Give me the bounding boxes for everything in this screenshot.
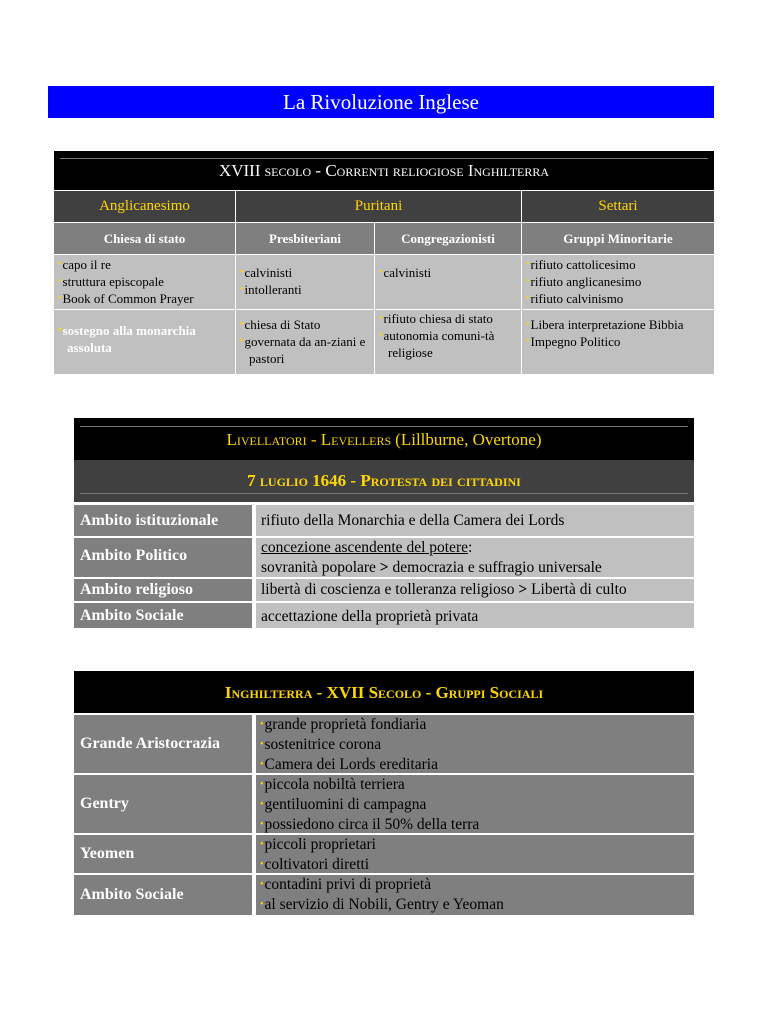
list-item: rifiuto calvinismo bbox=[530, 291, 624, 306]
list-item: piccoli proprietari bbox=[264, 836, 376, 853]
label-ambito-politico: Ambito Politico bbox=[74, 538, 252, 577]
arrow-glyph: > bbox=[379, 559, 389, 576]
value-line-suffix: : bbox=[467, 539, 473, 556]
group-settari: Settari bbox=[522, 191, 714, 222]
list-item: calvinisti bbox=[383, 265, 432, 280]
table1-title-text: secolo - Correnti reliogiose Inghilterra bbox=[264, 161, 550, 180]
value-line: libertà di coscienza e tolleranza religioso bbox=[261, 581, 515, 598]
table2-subtitle bbox=[74, 460, 694, 502]
arrow-glyph: > bbox=[518, 581, 528, 598]
list-item: rifiuto anglicanesimo bbox=[530, 274, 642, 289]
list-item: rifiuto chiesa di stato bbox=[383, 311, 493, 326]
label-grande-aristocrazia: Grande Aristocrazia bbox=[74, 715, 252, 773]
value-line: Libertà di culto bbox=[531, 581, 627, 598]
levellers-table bbox=[74, 418, 694, 628]
subheader-chiesa-di-stato: Chiesa di stato bbox=[54, 223, 235, 254]
list-item: Camera dei Lords ereditaria bbox=[264, 756, 438, 773]
list-item: grande proprietà fondiaria bbox=[264, 716, 427, 733]
group-puritani: Puritani bbox=[236, 191, 521, 222]
page-title: La Rivoluzione Inglese bbox=[48, 86, 714, 118]
value-line: concezione ascendente del potere bbox=[261, 539, 468, 556]
value-yeomen: •piccoli proprietari •coltivatori diretti bbox=[256, 835, 694, 873]
label-ambito-istituzionale: Ambito istituzionale bbox=[74, 505, 252, 536]
value-grande-aristocrazia: •grande proprietà fondiaria •sostenitrice corona •Camera dei Lords ereditaria bbox=[256, 715, 694, 773]
cell-settari-row2: •Libera interpretazione Bibbia •Impegno Politico bbox=[522, 310, 714, 374]
list-item: gentiluomini di campagna bbox=[264, 796, 427, 813]
list-item: al servizio di Nobili, Gentry e Yeoman bbox=[264, 896, 504, 913]
label-gentry: Gentry bbox=[74, 775, 252, 833]
label-ambito-sociale-groups: Ambito Sociale bbox=[74, 875, 252, 915]
table2-title-paren: (Lillburne, Overtone) bbox=[395, 430, 542, 449]
list-item: piccola nobiltà terriera bbox=[264, 776, 405, 793]
value-ambito-istituzionale: rifiuto della Monarchia e della Camera dei Lords bbox=[256, 505, 694, 536]
cell-anglican-row2: •sostegno alla monarchia assoluta bbox=[54, 310, 235, 374]
subheader-gruppi-minoritarie: Gruppi Minoritarie bbox=[522, 223, 714, 254]
table2-subtitle-text: 7 luglio 1646 - Protesta dei cittadini bbox=[247, 471, 521, 490]
value-line: democrazia e suffragio universale bbox=[392, 559, 602, 576]
list-item: Libera interpretazione Bibbia bbox=[530, 317, 684, 332]
group-anglicanesimo: Anglicanesimo bbox=[54, 191, 235, 222]
list-item: Book of Common Prayer bbox=[62, 291, 194, 306]
cell-presb-row1: •calvinisti •intolleranti bbox=[236, 255, 374, 309]
list-item: capo il re bbox=[62, 257, 111, 272]
list-item: sostegno alla monarchia assoluta bbox=[62, 323, 196, 355]
table3-title bbox=[74, 671, 694, 713]
list-item: calvinisti bbox=[244, 265, 293, 280]
label-yeomen: Yeomen bbox=[74, 835, 252, 873]
label-ambito-religioso: Ambito religioso bbox=[74, 579, 252, 601]
table2-title-main: Livellatori - Levellers bbox=[226, 430, 392, 449]
list-item: Impegno Politico bbox=[530, 334, 621, 349]
value-line: sovranità popolare bbox=[261, 559, 376, 576]
list-item: rifiuto cattolicesimo bbox=[530, 257, 636, 272]
list-item: sostenitrice corona bbox=[264, 736, 382, 753]
social-groups-table bbox=[74, 671, 694, 915]
value-ambito-politico bbox=[256, 538, 694, 577]
table2-title bbox=[74, 418, 694, 460]
list-item: coltivatori diretti bbox=[264, 856, 370, 873]
list-item: contadini privi di proprietà bbox=[264, 876, 432, 893]
table1-title-century: XVIII bbox=[218, 161, 261, 180]
value-ambito-sociale-groups: •contadini privi di proprietà •al servizio di Nobili, Gentry e Yeoman bbox=[256, 875, 694, 915]
list-item: chiesa di Stato bbox=[244, 317, 321, 332]
religious-currents-table bbox=[54, 151, 714, 374]
cell-congr-row1: •calvinisti bbox=[375, 255, 521, 309]
list-item: governata da an-ziani e pastori bbox=[244, 334, 366, 366]
table1-title bbox=[54, 151, 714, 190]
cell-presb-row2: •chiesa di Stato •governata da an-ziani e pastori bbox=[236, 310, 374, 374]
cell-anglican-row1: •capo il re •struttura episcopale •Book of Common Prayer bbox=[54, 255, 235, 309]
subheader-congregazionisti: Congregazionisti bbox=[375, 223, 521, 254]
subheader-presbiteriani: Presbiteriani bbox=[236, 223, 374, 254]
value-gentry: •piccola nobiltà terriera •gentiluomini di campagna •possiedono circa il 50% della terra bbox=[256, 775, 694, 833]
list-item: intolleranti bbox=[244, 282, 302, 297]
list-item: struttura episcopale bbox=[62, 274, 164, 289]
cell-congr-row2: •rifiuto chiesa di stato •autonomia comuni-tà religiose bbox=[375, 310, 521, 374]
list-item: possiedono circa il 50% della terra bbox=[264, 816, 480, 833]
table3-title-text: Inghilterra - XVII Secolo - Gruppi Sociali bbox=[224, 683, 544, 702]
list-item: autonomia comuni-tà religiose bbox=[383, 328, 495, 360]
value-ambito-religioso bbox=[256, 579, 694, 601]
value-ambito-sociale: accettazione della proprietà privata bbox=[256, 603, 694, 628]
cell-settari-row1: •rifiuto cattolicesimo •rifiuto anglicanesimo •rifiuto calvinismo bbox=[522, 255, 714, 309]
label-ambito-sociale: Ambito Sociale bbox=[74, 603, 252, 628]
